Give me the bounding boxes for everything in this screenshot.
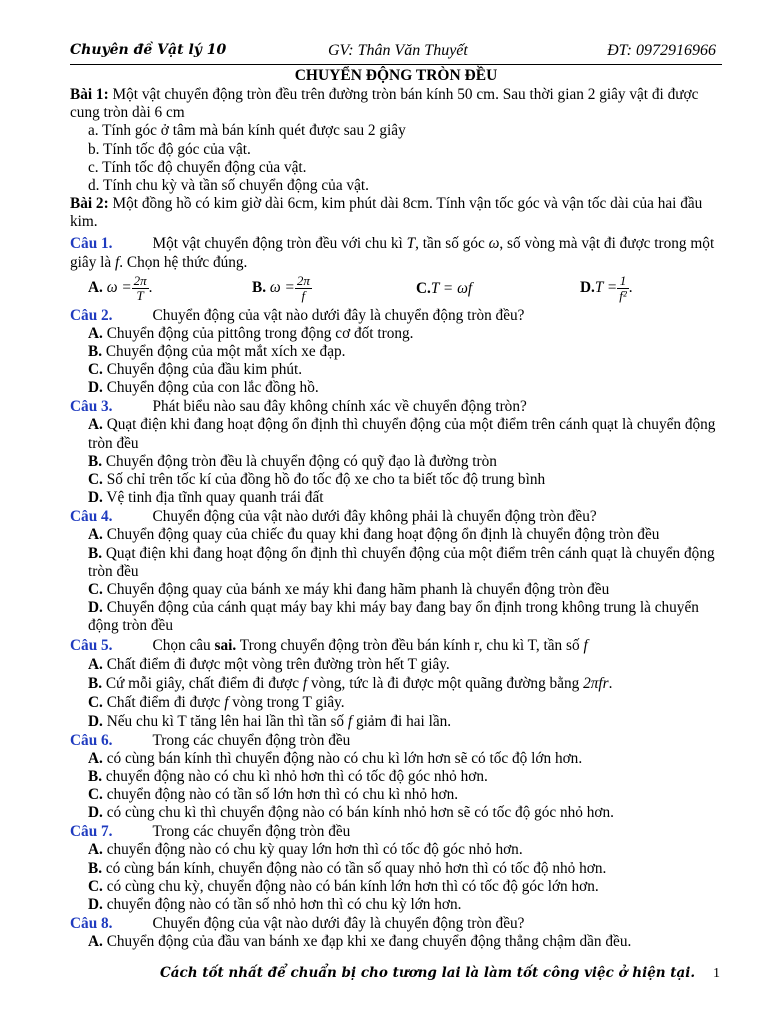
question-8-stem: Chuyển động của vật nào dưới đây là chuyển động tròn đều?: [152, 915, 525, 933]
page-footer-quote: Cách tốt nhất để chuẩn bị cho tương lai là làm tốt công việc ở hiện tại.: [160, 965, 696, 981]
formula: T = ωf: [430, 279, 473, 297]
option-label: C.: [88, 471, 103, 489]
option-label: A.: [88, 749, 103, 767]
option-label: B.: [252, 278, 267, 296]
symbol-f: f: [115, 253, 120, 271]
option-text: Chuyển động của cánh quạt máy bay khi máy bay đang bay ổn định trong không trung là chuyển động tròn đều: [88, 599, 699, 635]
question-6-label: Câu 6.: [70, 731, 113, 749]
symbol-f: f: [302, 674, 308, 692]
symbol-f: f: [583, 636, 588, 654]
option-label: C.: [88, 877, 103, 895]
option-label: B.: [88, 859, 103, 877]
option-label: D.: [88, 379, 103, 397]
formula-tail: .: [628, 278, 633, 296]
option-text: chuyển động nào có chu kỳ quay lớn hơn thì có tốc độ góc nhỏ hơn.: [102, 841, 523, 859]
exercise-2-text: Một đồng hồ có kim giờ dài 6cm, kim phút dài 8cm. Tính vận tốc góc và vận tốc dài của hai đầu kim.: [70, 195, 703, 231]
answer-option: [70, 416, 722, 452]
answer-option: [70, 768, 722, 786]
question-1-text: , số vòng mà vật đi được trong một giây là: [70, 234, 715, 271]
option-text: Chất điểm đi được một vòng trên đường tròn hết T giây.: [102, 655, 450, 673]
question-6-stem: Trong các chuyển động tròn đều: [152, 731, 351, 749]
numerator: 2π: [296, 272, 310, 288]
page-header: [70, 40, 722, 65]
denominator: f: [301, 287, 306, 303]
option-label: D.: [88, 489, 103, 507]
symbol-T: T: [406, 234, 416, 252]
answer-option: [70, 379, 722, 397]
answer-option: [70, 693, 722, 712]
fraction: [617, 274, 629, 303]
option-label: C.: [88, 693, 103, 711]
option-label: D.: [88, 712, 103, 730]
fraction: [295, 274, 312, 303]
exercise-1-text: Một vật chuyển động tròn đều trên đường tròn bán kính 50 cm. Sau thời gian 2 giây vật đi được cung tròn dài 6 cm: [70, 86, 699, 122]
formula-lhs: T =: [594, 278, 618, 296]
question-6: [70, 731, 722, 750]
option-text: Chuyển động quay của chiếc đu quay khi đang hoạt động ổn định là chuyển động tròn đều: [102, 526, 660, 544]
exercise-1-item: b. Tính tốc độ góc của vật.: [88, 140, 251, 158]
option-label: A.: [88, 324, 103, 342]
numerator: 2π: [133, 272, 147, 288]
option-text: Chuyển động của một mắt xích xe đạp.: [102, 342, 346, 360]
header-phone: ĐT: 0972916966: [607, 42, 716, 59]
exercise-2: [70, 195, 722, 231]
option-text: vòng trong T giây.: [228, 693, 345, 711]
option-text: Cứ mỗi giây, chất điểm đi được: [102, 674, 303, 692]
header-subject: Chuyên đề Vật lý 10: [70, 42, 227, 58]
symbol-f: f: [347, 712, 353, 730]
exercise-1-item: a. Tính góc ở tâm mà bán kính quét được sau 2 giây: [88, 122, 406, 140]
option-text: chuyển động nào có tần số lớn hơn thì có chu kì nhỏ hơn.: [102, 786, 459, 804]
option-text: Chuyển động của đầu kim phút.: [102, 361, 303, 379]
answer-option: [70, 786, 722, 804]
option-text: có cùng bán kính, chuyển động nào có tần số quay nhỏ hơn thì có tốc độ nhỏ hơn.: [102, 859, 607, 877]
formula-tail: .: [148, 278, 153, 296]
answer-option: [70, 453, 722, 471]
option-c: [416, 280, 472, 298]
numerator: 1: [617, 274, 629, 289]
question-4-label: Câu 4.: [70, 508, 113, 526]
answer-option: [70, 878, 722, 896]
exercise-2-label: Bài 2:: [70, 195, 109, 213]
option-text: Vệ tinh địa tĩnh quay quanh trái đất: [102, 489, 324, 507]
option-b: [252, 274, 312, 303]
option-label: A.: [88, 526, 103, 544]
question-3: [70, 397, 722, 416]
option-text: Chuyển động của con lắc đồng hồ.: [102, 379, 319, 397]
option-label: B.: [88, 767, 103, 785]
question-1-label: Câu 1.: [70, 234, 113, 252]
answer-option: [70, 526, 722, 544]
option-label: B.: [88, 544, 103, 562]
option-text: Chuyển động quay của bánh xe máy khi đang hãm phanh là chuyển động tròn đều: [102, 581, 610, 599]
option-label: C.: [88, 361, 103, 379]
answer-option: [70, 471, 722, 489]
option-text: Chuyển động của pittông trong động cơ đốt trong.: [102, 324, 414, 342]
option-text: giảm đi hai lần.: [352, 712, 452, 730]
option-text: có cùng chu kỳ, chuyển động nào có bán kính lớn hơn thì có tốc độ góc lớn hơn.: [102, 877, 599, 895]
denominator: T: [136, 287, 144, 303]
option-label: A.: [88, 416, 103, 434]
option-label: D.: [580, 278, 595, 296]
answer-option: [70, 750, 722, 768]
exercise-1: [70, 86, 722, 122]
question-1-options: [70, 272, 722, 306]
answer-option: [70, 933, 722, 951]
option-text: Nếu chu kì T tăng lên hai lần thì tần số: [102, 712, 348, 730]
formula: 2πfr: [583, 674, 609, 692]
question-2: [70, 306, 722, 325]
option-text: vòng, tức là đi được một quãng đường bằng: [307, 674, 584, 692]
formula-lhs: ω =: [106, 278, 132, 296]
question-1: [70, 234, 722, 272]
option-a: [88, 274, 153, 303]
option-d: [580, 274, 633, 303]
question-5-text: Trong chuyển động tròn đều bán kính r, chu kì T, tần số: [236, 636, 584, 654]
option-label: B.: [88, 342, 103, 360]
answer-option: [70, 545, 722, 581]
question-3-stem: Phát biểu nào sau đây không chính xác về chuyển động tròn?: [152, 398, 527, 416]
answer-option: [70, 361, 722, 379]
option-text: có cùng bán kính thì chuyển động nào có chu kì lớn hơn sẽ có tốc độ lớn hơn.: [102, 749, 583, 767]
option-text: Chất điểm đi được: [102, 693, 225, 711]
question-1-text: . Chọn hệ thức đúng.: [119, 253, 248, 271]
question-8-label: Câu 8.: [70, 915, 113, 933]
option-label: D.: [88, 804, 103, 822]
question-5-label: Câu 5.: [70, 636, 113, 654]
option-label: B.: [88, 452, 103, 470]
option-label: D.: [88, 896, 103, 914]
symbol-f: f: [224, 693, 229, 711]
formula-lhs: ω =: [269, 278, 295, 296]
answer-option: [70, 599, 722, 635]
question-2-stem: Chuyển động của vật nào dưới đây là chuyển động tròn đều?: [152, 306, 525, 324]
option-text: Quạt điện khi đang hoạt động ổn định thì chuyển động của một điểm trên cánh quạt là chuyển động tròn đều: [88, 416, 716, 452]
question-7-stem: Trong các chuyển động tròn đều: [152, 823, 351, 841]
option-label: B.: [88, 674, 103, 692]
document-page: [70, 40, 722, 952]
exercise-1-item: d. Tính chu kỳ và tần số chuyển động của vật.: [88, 177, 369, 195]
option-text: Số chỉ trên tốc kí của đồng hồ đo tốc độ xe cho ta biết tốc độ trung bình: [102, 471, 546, 489]
option-label: A.: [88, 841, 103, 859]
exercise-1-label: Bài 1:: [70, 86, 109, 103]
answer-option: [70, 581, 722, 599]
question-5: [70, 636, 722, 655]
symbol-omega: ω: [488, 234, 500, 252]
answer-option: [70, 343, 722, 361]
answer-option: [70, 841, 722, 859]
document-title: CHUYỂN ĐỘNG TRÒN ĐỀU: [294, 67, 498, 84]
fraction: [132, 274, 149, 303]
header-teacher: GV: Thân Văn Thuyết: [328, 42, 468, 59]
question-5-text: Chọn câu: [152, 636, 215, 654]
option-label: C.: [416, 279, 431, 297]
option-text: Chuyển động tròn đều là chuyển động có quỹ đạo là đường tròn: [102, 452, 497, 470]
option-label: A.: [88, 278, 103, 296]
option-text: chuyển động nào có chu kì nhỏ hơn thì có tốc độ góc nhỏ hơn.: [102, 767, 488, 785]
option-text: chuyển động nào có tần số nhỏ hơn thì có chu kỳ lớn hơn.: [102, 896, 462, 914]
answer-option: [70, 489, 722, 507]
answer-option: [70, 804, 722, 822]
question-1-text: Một vật chuyển động tròn đều với chu kì: [152, 234, 407, 252]
answer-option: [70, 896, 722, 914]
question-7-label: Câu 7.: [70, 823, 113, 841]
option-text: Chuyển động của đầu van bánh xe đạp khi xe đang chuyển động thẳng chậm dần đều.: [102, 933, 632, 951]
option-text: .: [608, 674, 613, 692]
option-label: A.: [88, 655, 103, 673]
question-8: [70, 914, 722, 933]
keyword-sai: sai.: [214, 636, 237, 654]
question-7: [70, 822, 722, 841]
exercise-1-item: c. Tính tốc độ chuyển động của vật.: [88, 158, 307, 176]
option-text: Quạt điện khi đang hoạt động ổn định thì chuyển động của một điểm trên cánh quạt là chuyển động tròn đều: [88, 544, 715, 580]
answer-option: [70, 674, 722, 693]
question-4: [70, 507, 722, 526]
denominator: f²: [619, 287, 627, 303]
option-label: C.: [88, 581, 103, 599]
option-label: C.: [88, 786, 103, 804]
option-label: A.: [88, 933, 103, 951]
answer-option: [70, 712, 722, 731]
question-3-label: Câu 3.: [70, 398, 113, 416]
question-1-text: , tần số góc: [415, 234, 489, 252]
page-number: 1: [713, 966, 720, 981]
question-2-label: Câu 2.: [70, 306, 113, 324]
question-4-stem: Chuyển động của vật nào dưới đây không phải là chuyển động tròn đều?: [152, 508, 597, 526]
option-label: D.: [88, 599, 103, 617]
answer-option: [70, 325, 722, 343]
answer-option: [70, 860, 722, 878]
option-text: có cùng chu kì thì chuyển động nào có bán kính nhỏ hơn sẽ có tốc độ góc nhỏ hơn.: [102, 804, 614, 822]
answer-option: [70, 655, 722, 674]
